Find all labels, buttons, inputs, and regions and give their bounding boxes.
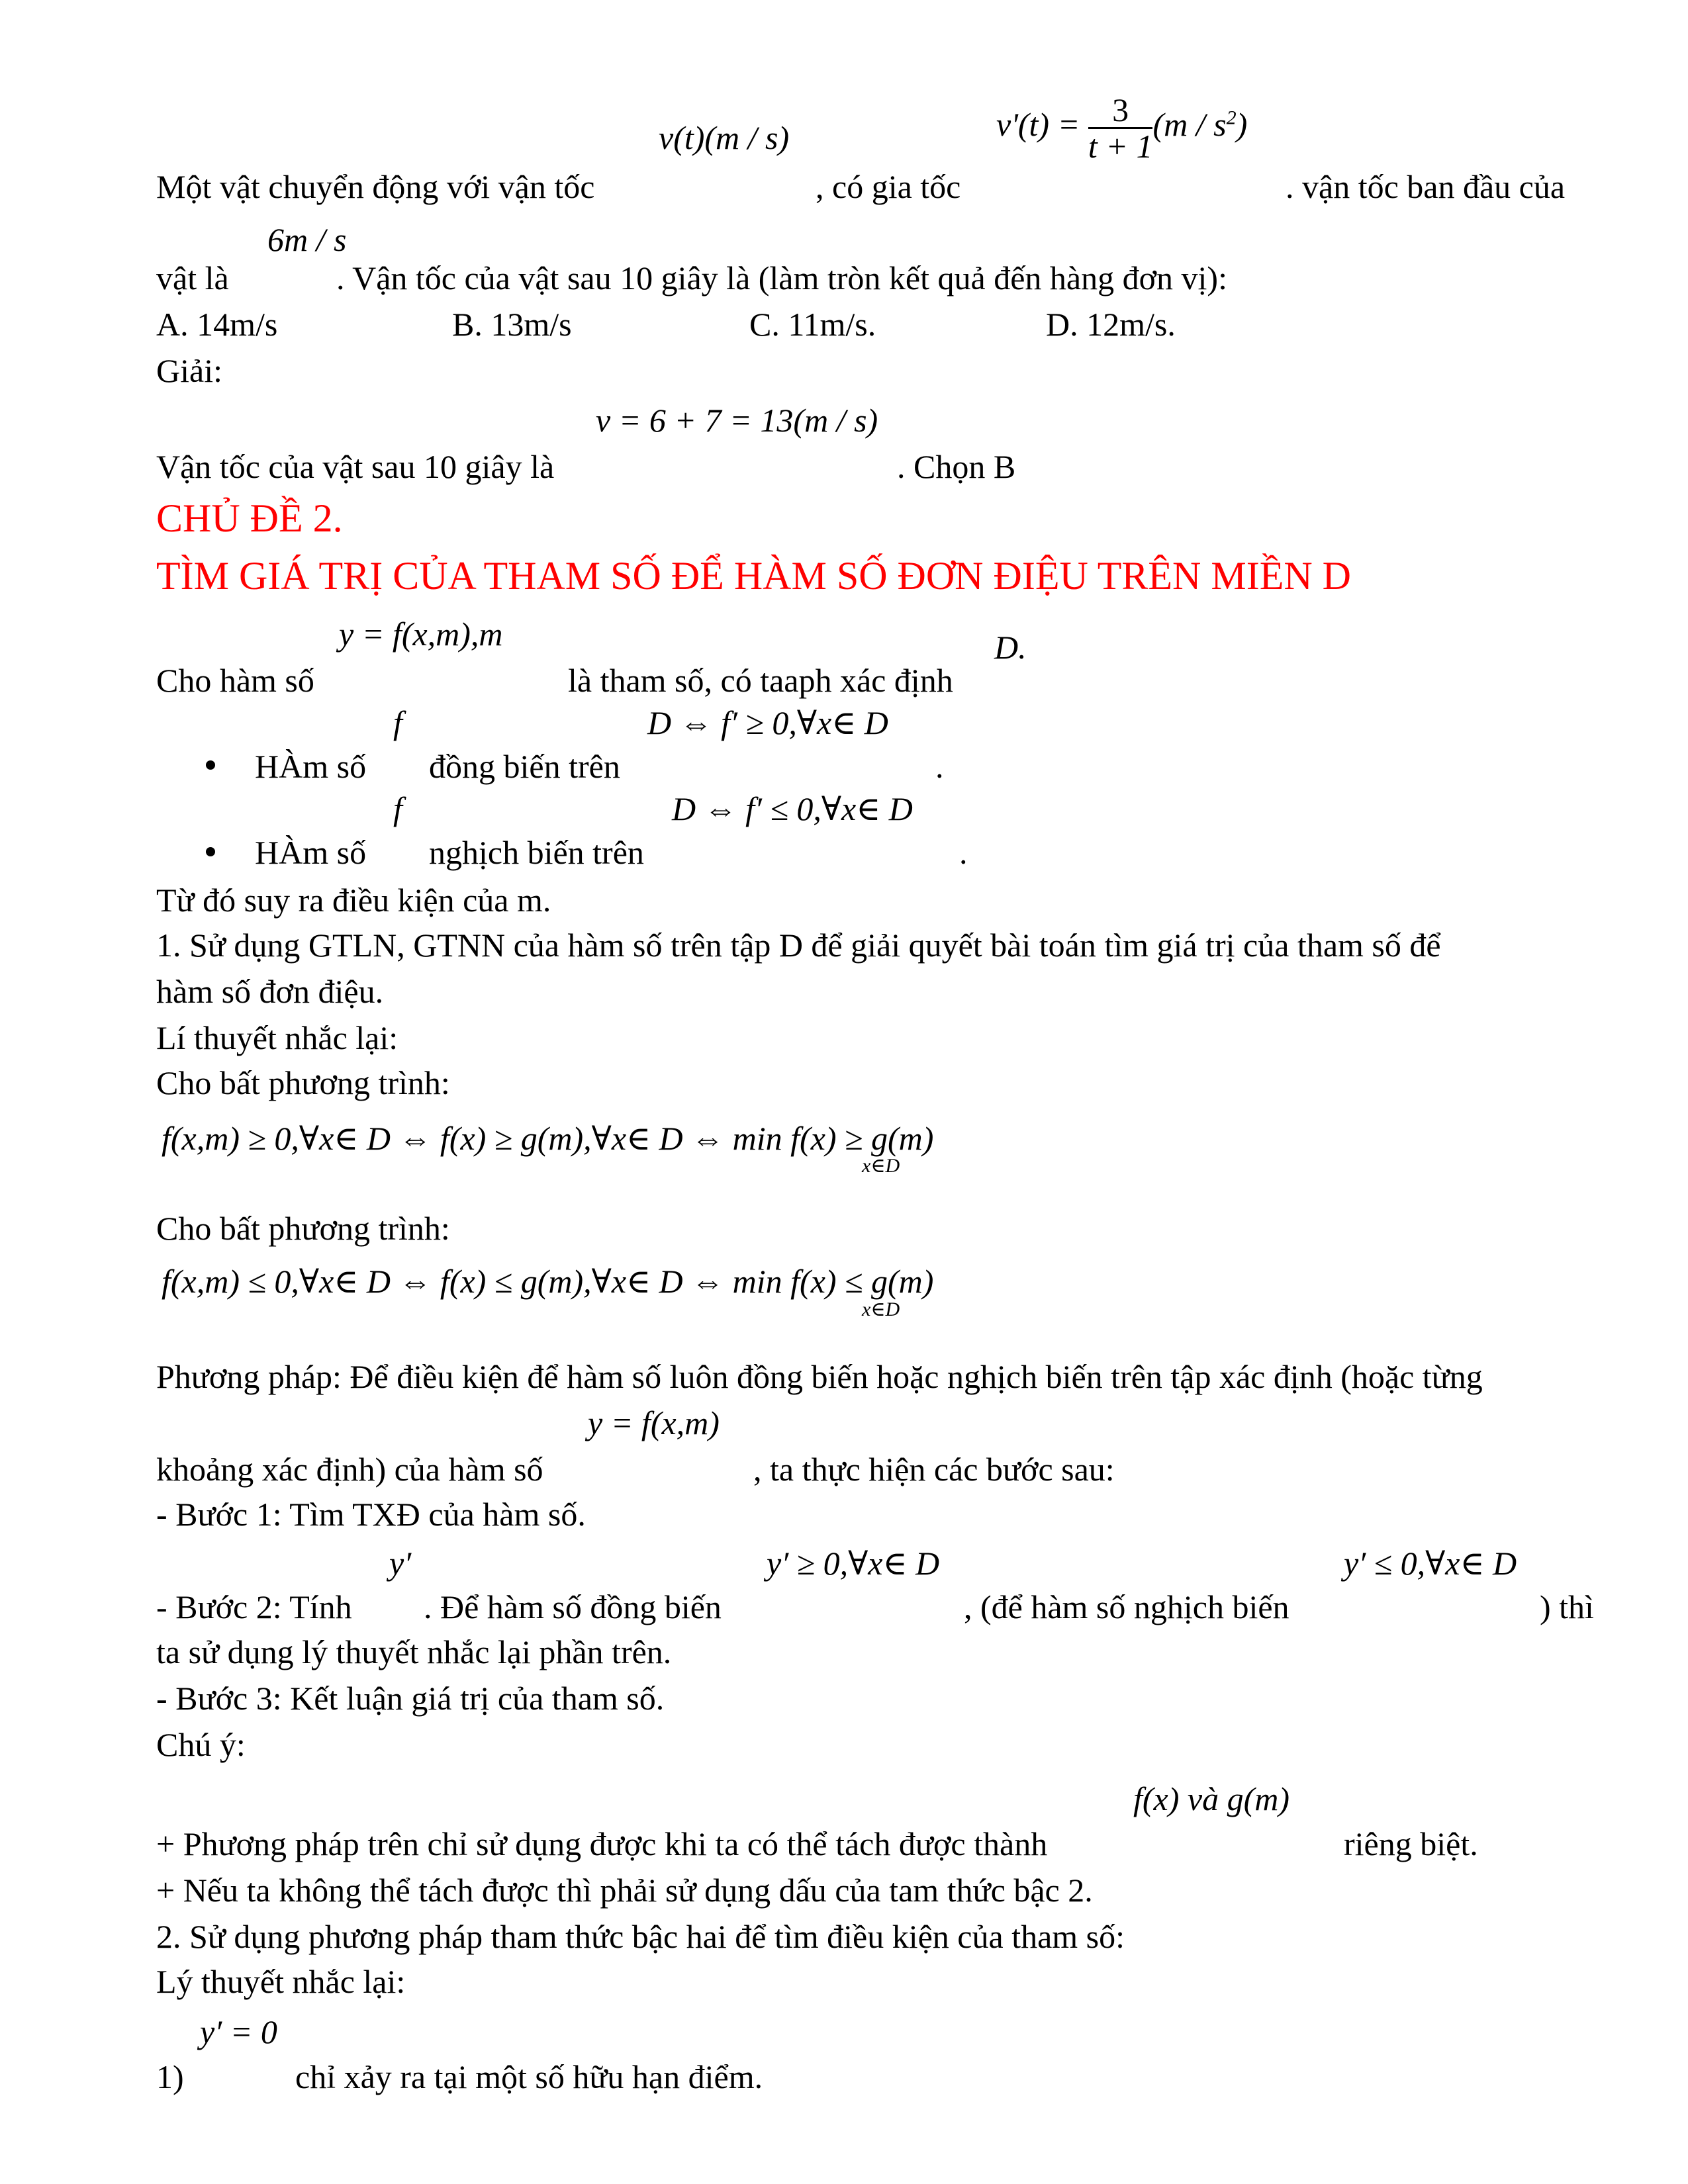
solution-text-b: . Chọn B <box>897 448 1016 485</box>
step-1: - Bước 1: Tìm TXĐ của hàm số. <box>156 1496 586 1533</box>
item-1-number: 1) <box>156 2058 184 2095</box>
bullet-1-text-b: đồng biến trên <box>429 748 620 785</box>
note-heading: Chú ý: <box>156 1726 246 1763</box>
inequality-1: f(x,m) ≥ 0,∀x∈ D ⇔ f(x) ≥ g(m),∀x∈ D ⇔ min f(x) ≥ g(m) <box>162 1120 934 1157</box>
problem-text-2b: . Vận tốc của vật sau 10 giây là (làm tròn kết quả đến hàng đơn vị): <box>336 259 1227 296</box>
step-2-condition-2: y′ ≤ 0,∀x∈ D <box>1344 1545 1517 1582</box>
intro-formula-y: y = f(x,m),m <box>339 615 503 653</box>
bullet-1-text-a: HÀm số <box>255 748 367 785</box>
inequality-label-1: Cho bất phương trình: <box>156 1064 450 1101</box>
intro-text-b: là tham số, có taaph xác định <box>568 662 953 699</box>
option-c: C. 11m/s. <box>749 306 876 343</box>
acceleration-numerator: 3 <box>1088 93 1153 129</box>
bullet-1-f: f <box>393 704 402 741</box>
section-2-heading: 2. Sử dụng phương pháp tham thức bậc hai để tìm điều kiện của tham số: <box>156 1918 1125 1955</box>
problem-text-1c: . vận tốc ban đầu của <box>1286 168 1566 205</box>
topic-title: CHỦ ĐỀ 2. <box>156 496 343 540</box>
step-2-text-b: . Để hàm số đồng biến <box>424 1588 722 1625</box>
bullet-2-end: . <box>959 834 968 871</box>
inequality-1-subscript: x∈D <box>862 1155 900 1177</box>
acceleration-expression <box>996 93 1247 163</box>
item-1-formula: y′ = 0 <box>200 2013 277 2050</box>
inequality-label-2: Cho bất phương trình: <box>156 1210 450 1247</box>
step-2-yprime: y′ <box>389 1545 412 1582</box>
option-b: B. 13m/s <box>452 306 572 343</box>
bullet-1-end: . <box>935 748 944 785</box>
step-2-condition-1: y′ ≥ 0,∀x∈ D <box>767 1545 940 1582</box>
section-1-line-2: hàm số đơn điệu. <box>156 973 384 1010</box>
acceleration-denominator: t + 1 <box>1088 128 1153 165</box>
bullet-2-dot <box>206 847 215 856</box>
section-1-line-1: 1. Sử dụng GTLN, GTNN của hàm số trên tập D để giải quyết bài toán tìm giá trị của tham số để <box>156 927 1441 964</box>
inequality-2: f(x,m) ≤ 0,∀x∈ D ⇔ f(x) ≤ g(m),∀x∈ D ⇔ min f(x) ≤ g(m) <box>162 1263 934 1300</box>
problem-text-1a: Một vật chuyển động với vận tốc <box>156 168 595 205</box>
method-line-2a: khoảng xác định) của hàm số <box>156 1451 543 1488</box>
step-3: - Bước 3: Kết luận giá trị của tham số. <box>156 1680 665 1717</box>
note-1-text-b: riêng biệt. <box>1344 1825 1478 1862</box>
step-2-text-c: , (để hàm số nghịch biến <box>964 1588 1289 1625</box>
solution-heading: Giải: <box>156 352 222 389</box>
solution-text-a: Vận tốc của vật sau 10 giây là <box>156 448 555 485</box>
bullet-2-f: f <box>393 790 402 827</box>
bullet-1-dot <box>206 760 215 770</box>
note-2: + Nếu ta không thể tách được thì phải sử dụng dấu của tam thức bậc 2. <box>156 1872 1093 1909</box>
problem-text-2a: vật là <box>156 259 229 296</box>
step-2-text-a: - Bước 2: Tính <box>156 1588 352 1625</box>
theory-2-heading: Lý thuyết nhắc lại: <box>156 1963 406 2000</box>
solution-formula: v = 6 + 7 = 13(m / s) <box>596 402 878 439</box>
step-2-line-2: ta sử dụng lý thuyết nhắc lại phần trên. <box>156 1633 672 1670</box>
velocity-expression: v(t)(m / s) <box>659 119 790 156</box>
intro-text-a: Cho hàm số <box>156 662 314 699</box>
acceleration-fraction <box>1088 93 1153 163</box>
acceleration-lhs: v'(t) = <box>996 105 1080 143</box>
option-a: A. 14m/s <box>156 306 278 343</box>
item-1-text: chỉ xảy ra tại một số hữu hạn điểm. <box>295 2058 763 2095</box>
acceleration-unit-exponent: 2 <box>1226 107 1237 129</box>
deduce-text: Từ đó suy ra điều kiện của m. <box>156 882 551 919</box>
bullet-2-text-b: nghịch biến trên <box>429 834 644 871</box>
acceleration-unit-close: ) <box>1236 105 1248 143</box>
note-1-text-a: + Phương pháp trên chỉ sử dụng được khi ta có thể tách được thành <box>156 1825 1048 1862</box>
bullet-2-condition: D ⇔ f′ ≤ 0,∀x∈ D <box>672 790 913 827</box>
method-formula: y = f(x,m) <box>588 1404 720 1441</box>
acceleration-unit: (m / s <box>1152 105 1227 143</box>
method-line-1: Phương pháp: Để điều kiện để hàm số luôn đồng biến hoặc nghịch biến trên tập xác định (hoặc từng <box>156 1358 1483 1395</box>
bullet-2-text-a: HÀm số <box>255 834 367 871</box>
inequality-2-subscript: x∈D <box>862 1298 900 1320</box>
topic-subtitle: TÌM GIÁ TRỊ CỦA THAM SỐ ĐỂ HÀM SỐ ĐƠN ĐIỆU TRÊN MIỀN D <box>156 554 1352 598</box>
initial-velocity: 6m / s <box>267 221 347 258</box>
note-formula: f(x) và g(m) <box>1133 1780 1289 1817</box>
problem-text-1b: , có gia tốc <box>816 168 961 205</box>
bullet-1-condition: D ⇔ f′ ≥ 0,∀x∈ D <box>647 704 888 741</box>
theory-heading: Lí thuyết nhắc lại: <box>156 1019 399 1056</box>
method-line-2b: , ta thực hiện các bước sau: <box>753 1451 1115 1488</box>
option-d: D. 12m/s. <box>1046 306 1176 343</box>
step-2-text-d: ) thì <box>1540 1588 1594 1625</box>
intro-formula-d: D. <box>994 629 1027 666</box>
